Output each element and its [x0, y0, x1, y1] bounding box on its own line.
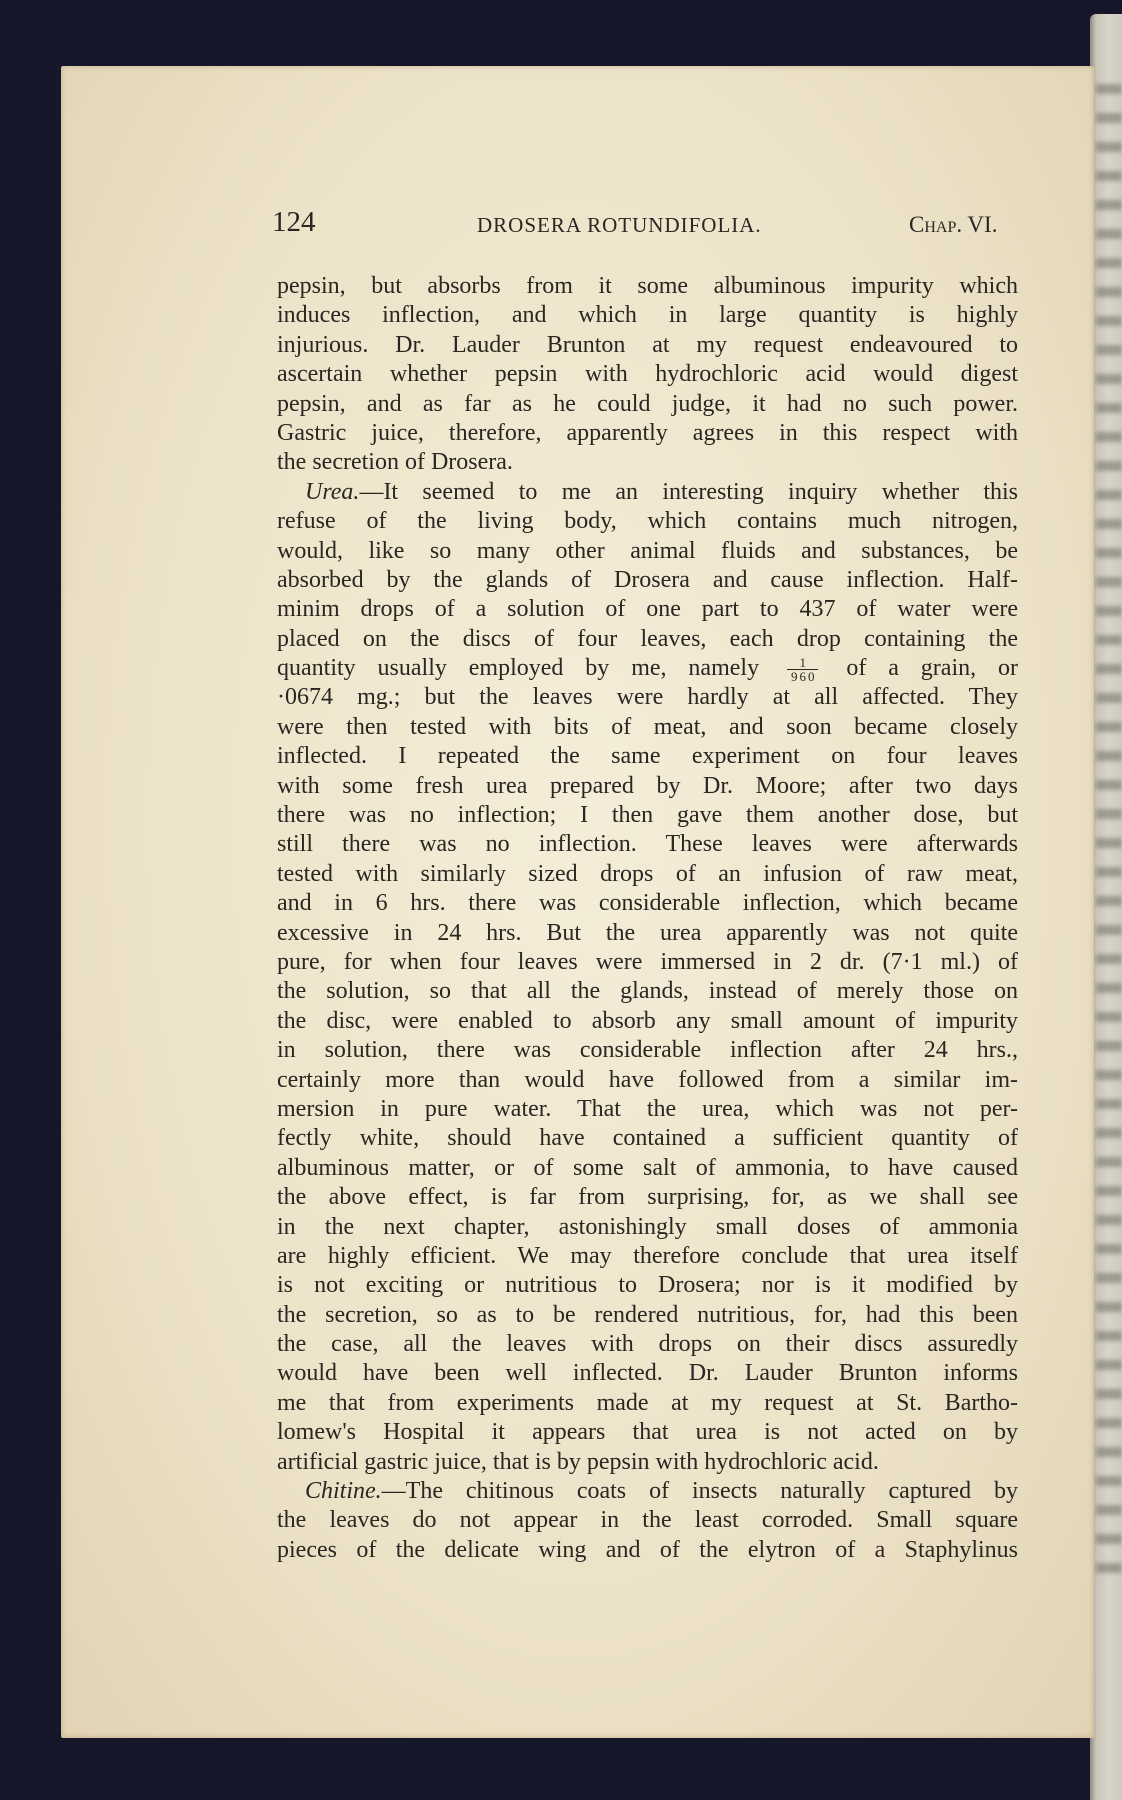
line-text: pieces of the delicate wing and of the elytron of a Staphylinus: [277, 1536, 1018, 1563]
text-line-content: [277, 1213, 1018, 1242]
text-line-content: [277, 742, 1018, 771]
text-line: [277, 1301, 1018, 1330]
text-line-content: [277, 889, 1018, 918]
fraction-numerator: 1: [787, 657, 819, 670]
line-text: —It seemed to me an interesting inquiry whether this: [359, 478, 1018, 505]
text-line-content: [277, 919, 1018, 948]
section-heading-italic: Urea.: [305, 478, 360, 505]
text-line: [277, 301, 1018, 330]
line-text: me that from experiments made at my request at St. Bartho-: [277, 1389, 1018, 1416]
text-line: [277, 1036, 1018, 1065]
text-line: [277, 360, 1018, 389]
line-text: albuminous matter, or of some salt of ammonia, to have caused: [277, 1154, 1018, 1181]
text-line: [277, 1418, 1018, 1447]
text-line: [277, 507, 1018, 536]
text-line: [277, 772, 1018, 801]
line-text: are highly efficient. We may therefore conclude that urea itself: [277, 1242, 1018, 1269]
line-text: the secretion of Drosera.: [277, 449, 513, 476]
body-text: [277, 272, 1018, 1565]
text-line-content: [277, 1330, 1018, 1359]
text-line: [277, 654, 1018, 683]
line-text: pure, for when four leaves were immersed in 2 dr. (7·1 ml.) of: [277, 948, 1018, 975]
text-line-content: [277, 801, 1018, 830]
text-line: [277, 683, 1018, 712]
text-line: [277, 1536, 1018, 1565]
text-line: [277, 1389, 1018, 1418]
text-line-content: [277, 1271, 1018, 1300]
line-text-after-fraction: of a grain, or: [846, 655, 1019, 682]
next-page-edge: [1090, 14, 1122, 1800]
text-line: [277, 390, 1018, 419]
line-text: artificial gastric juice, that is by pepsin with hydrochloric acid.: [277, 1448, 879, 1475]
text-line: [277, 478, 1018, 507]
text-line: [277, 801, 1018, 830]
text-line-content: [277, 948, 1018, 977]
text-line: [277, 860, 1018, 889]
text-line-content: [277, 1036, 1018, 1065]
text-line-content: [277, 390, 1018, 419]
line-text: fectly white, should have contained a sufficient quantity of: [277, 1125, 1018, 1152]
text-line-content: [277, 566, 1018, 595]
text-line: [277, 1448, 1018, 1477]
line-text: ascertain whether pepsin with hydrochloric acid would digest: [277, 361, 1018, 388]
line-text: were then tested with bits of meat, and soon became closely: [277, 713, 1018, 740]
text-line: [277, 1066, 1018, 1095]
text-line: [277, 1183, 1018, 1212]
text-line: [277, 448, 1018, 477]
line-text: the case, all the leaves with drops on their discs assuredly: [277, 1331, 1018, 1358]
line-text: pepsin, and as far as he could judge, it had no such power.: [277, 390, 1018, 417]
line-text: would, like so many other animal fluids and substances, be: [277, 537, 1018, 564]
line-text: still there was no inflection. These leaves were afterwards: [277, 831, 1018, 858]
text-line: [277, 625, 1018, 654]
text-line: [277, 1330, 1018, 1359]
line-text: the solution, so that all the glands, instead of merely those on: [277, 978, 1018, 1005]
line-text: induces inflection, and which in large quantity is highly: [277, 302, 1018, 329]
line-text: the secretion, so as to be rendered nutritious, for, had this been: [277, 1301, 1018, 1328]
text-line: [277, 331, 1018, 360]
text-line-content: [277, 507, 1018, 536]
text-line-content: [277, 654, 1018, 683]
line-text: is not exciting or nutritious to Drosera; nor is it modified by: [277, 1272, 1018, 1299]
text-line-content: [277, 1448, 1018, 1477]
line-text: minim drops of a solution of one part to 437 of water were: [277, 596, 1018, 623]
text-line: [277, 537, 1018, 566]
fraction-denominator: 960: [790, 669, 817, 685]
line-text: placed on the discs of four leaves, each drop containing the: [277, 625, 1018, 652]
text-line: [277, 1506, 1018, 1535]
text-line-content: [277, 331, 1018, 360]
line-text: absorbed by the glands of Drosera and cause inflection. Half-: [277, 566, 1018, 593]
line-text: and in 6 hrs. there was considerable inflection, which became: [277, 890, 1018, 917]
line-text: certainly more than would have followed from a similar im-: [277, 1066, 1018, 1093]
text-line: [277, 1359, 1018, 1388]
line-text: mersion in pure water. That the urea, which was not per-: [277, 1095, 1018, 1122]
line-text: refuse of the living body, which contains much nitrogen,: [277, 508, 1018, 535]
text-line-content: [277, 713, 1018, 742]
text-line-content: [277, 1301, 1018, 1330]
section-heading-italic: Chitine.: [305, 1478, 382, 1505]
text-line-content: [277, 1183, 1018, 1212]
text-line-content: [277, 1007, 1018, 1036]
line-text: the leaves do not appear in the least corroded. Small square: [277, 1507, 1018, 1534]
text-line-content: [277, 537, 1018, 566]
text-line-content: [277, 360, 1018, 389]
text-line: [277, 1213, 1018, 1242]
text-line: [277, 1154, 1018, 1183]
line-text: in the next chapter, astonishingly small doses of ammonia: [277, 1213, 1018, 1240]
text-line-content: [277, 272, 1018, 301]
line-text: injurious. Dr. Lauder Brunton at my request endeavoured to: [277, 331, 1018, 358]
text-line-content: [277, 1095, 1018, 1124]
line-text: excessive in 24 hrs. But the urea apparently was not quite: [277, 919, 1018, 946]
text-line-content: [277, 1418, 1018, 1447]
text-line-content: [305, 478, 1018, 507]
line-text: the above effect, is far from surprising, for, as we shall see: [277, 1184, 1018, 1211]
text-line-content: [277, 1536, 1018, 1565]
text-line-content: [277, 419, 1018, 448]
text-line-content: [277, 772, 1018, 801]
text-line: [277, 889, 1018, 918]
text-line-content: [277, 1242, 1018, 1271]
text-line: [277, 1242, 1018, 1271]
line-text: in solution, there was considerable inflection after 24 hrs.,: [277, 1037, 1018, 1064]
text-line-content: [277, 301, 1018, 330]
next-page-blurred-text: [1096, 84, 1122, 1584]
text-line-content: [277, 1359, 1018, 1388]
running-title: DROSERA ROTUNDIFOLIA.: [477, 213, 762, 237]
line-text: inflected. I repeated the same experiment on four leaves: [277, 743, 1018, 770]
text-line: [277, 566, 1018, 595]
line-text: there was no inflection; I then gave them another dose, but: [277, 802, 1018, 829]
text-line: [277, 419, 1018, 448]
text-line-content: [277, 1506, 1018, 1535]
text-line: [277, 713, 1018, 742]
text-line: [277, 1477, 1018, 1506]
line-text: with some fresh urea prepared by Dr. Moore; after two days: [277, 772, 1018, 799]
text-line: [277, 1095, 1018, 1124]
line-text: pepsin, but absorbs from it some albuminous impurity which: [277, 273, 1018, 299]
text-line-content: [277, 830, 1018, 859]
line-text: Gastric juice, therefore, apparently agrees in this respect with: [277, 419, 1018, 446]
text-line-content: [277, 595, 1018, 624]
text-line-content: [277, 625, 1018, 654]
text-line-content: [277, 683, 1018, 712]
text-line-content: [277, 1124, 1018, 1153]
text-line-content: [277, 1066, 1018, 1095]
fraction: [787, 657, 819, 683]
text-line-content: [305, 1477, 1018, 1506]
chapter-label: Chap. VI.: [909, 212, 998, 237]
line-text: the disc, were enabled to absorb any small amount of impurity: [277, 1007, 1018, 1034]
text-line-content: [277, 1389, 1018, 1418]
running-header: [0, 204, 1122, 240]
text-line: [277, 948, 1018, 977]
line-text: quantity usually employed by me, namely: [277, 655, 760, 682]
text-line: [277, 830, 1018, 859]
text-line-content: [277, 860, 1018, 889]
text-line-content: [277, 448, 1018, 477]
text-line: [277, 1271, 1018, 1300]
line-text: lomew's Hospital it appears that urea is not acted on by: [277, 1419, 1018, 1446]
line-text: would have been well inflected. Dr. Lauder Brunton informs: [277, 1360, 1018, 1387]
text-line: [277, 595, 1018, 624]
text-line-content: [277, 977, 1018, 1006]
line-text: tested with similarly sized drops of an infusion of raw meat,: [277, 860, 1018, 887]
line-text: ·0674 mg.; but the leaves were hardly at all affected. They: [277, 684, 1018, 711]
line-text: —The chitinous coats of insects naturally captured by: [381, 1478, 1018, 1505]
page-number: 124: [272, 206, 316, 238]
text-line: [277, 1007, 1018, 1036]
text-line: [277, 919, 1018, 948]
text-line-content: [277, 1154, 1018, 1183]
text-line: [277, 977, 1018, 1006]
text-line: [277, 272, 1018, 301]
text-line: [277, 1124, 1018, 1153]
text-line: [277, 742, 1018, 771]
